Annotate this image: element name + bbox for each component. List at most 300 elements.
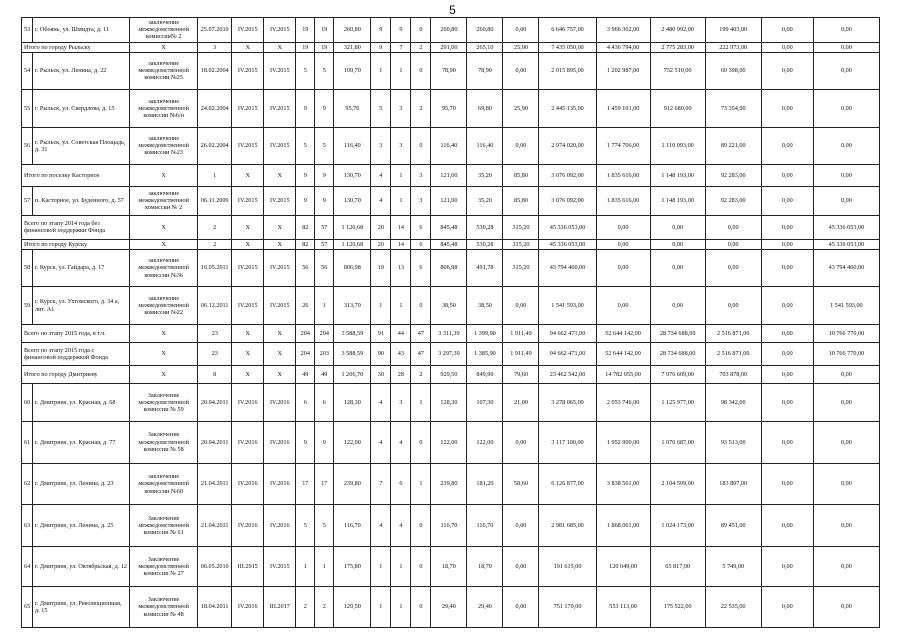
table-cell: 5 [315,505,334,547]
table-cell: IV.2015 [264,127,296,164]
table-cell: 1 [371,287,391,324]
table-cell: 38,50 [467,287,503,324]
table-cell: 58 [22,249,33,286]
table-cell: 45 336 053,00 [539,215,596,239]
table-cell: 0,00 [705,249,761,286]
table-cell: X [264,42,296,52]
table-cell: 25,90 [503,42,539,52]
table-cell: 121,00 [431,187,467,216]
table-cell: 9 [315,90,334,127]
table-cell: 116,70 [334,505,371,547]
table-cell: г. Дмитриев, ул. Красная, д. 77 [33,421,130,463]
table-cell: 0,00 [650,239,705,249]
table-cell: 47 [411,343,431,365]
table-cell: 0,00 [761,90,813,127]
table-cell: 6 [296,384,315,421]
table-cell: 2 516 871,00 [705,324,761,343]
table-cell: 06.11.2009 [198,187,232,216]
table-cell: 8 [198,365,232,384]
table-cell: 128,30 [431,384,467,421]
table-cell: 3 966 362,00 [596,18,650,43]
table-cell: 0,00 [813,505,879,547]
table-cell: 43 794 460,00 [813,249,879,286]
table-cell: 1 [198,164,232,186]
table-body [22,18,880,628]
table-cell: 183 807,00 [705,463,761,505]
table-cell: 3 838 561,00 [596,463,650,505]
table-row [22,52,880,89]
table-cell: 0,00 [705,215,761,239]
table-cell: 69,80 [467,90,503,127]
table-cell: 10 766 770,00 [813,324,879,343]
table-cell: г. Рыльск, ул. Советская Площадь, д. 31 [33,127,130,164]
table-cell: 26.02.2004 [198,127,232,164]
table-cell: 91 [371,324,391,343]
table-cell: IV.2016 [232,384,264,421]
table-cell: IV.2016 [232,587,264,628]
table-cell: 3 076 092,00 [539,187,596,216]
table-cell: 2 [411,90,431,127]
table-cell: 2 516 871,00 [705,343,761,365]
table-cell: 85,80 [503,187,539,216]
table-cell: 0,00 [761,421,813,463]
table-cell: 0,00 [813,587,879,628]
table-cell: 90 [371,343,391,365]
table-cell: г. Дмитриев, ул. Ленина, д. 25 [33,505,130,547]
table-cell: 845,48 [431,239,467,249]
table-cell: 0 [411,18,431,43]
table-cell: 175 522,00 [650,587,705,628]
table-cell: 18.02.2004 [198,52,232,89]
table-cell: 3 076 092,00 [539,164,596,186]
table-cell: 55 [22,90,33,127]
total-row [22,239,880,249]
table-cell: IV.2015 [232,90,264,127]
table-cell: 0 [411,547,431,587]
table-cell: 1 399,90 [467,324,503,343]
table-cell: 3 [371,127,391,164]
table-cell: 0,00 [503,287,539,324]
table-cell: 0,00 [503,127,539,164]
table-cell: 1 202 987,00 [596,52,650,89]
table-cell: IV.2015 [232,127,264,164]
table-cell: 57 [315,239,334,249]
table-cell: 56 [315,249,334,286]
table-cell: 2 104 509,00 [650,463,705,505]
table-cell: 19 [296,18,315,43]
table-cell: 24.02.2004 [198,90,232,127]
table-cell: г. Дмитриев, ул. Революционная, д. 15 [33,587,130,628]
table-cell: Итого по городу Курску [22,239,130,249]
table-cell: IV.2015 [232,287,264,324]
table-cell: 0,00 [813,547,879,587]
table-cell: IV.2016 [264,463,296,505]
table-cell: 2 480 992,00 [650,18,705,43]
table-cell: X [264,164,296,186]
table-cell: 0,00 [650,287,705,324]
table-cell: 121,00 [431,164,467,186]
table-cell: 93 513,00 [705,421,761,463]
table-cell: IV.2016 [232,421,264,463]
table-cell: 82 [296,239,315,249]
table-cell: III.2017 [264,587,296,628]
table-cell: 491,78 [467,249,503,286]
table-cell: 313,70 [334,287,371,324]
table-cell: 1 120,68 [334,215,371,239]
table-cell: 30 [371,365,391,384]
table-cell: 17 [315,463,334,505]
table-cell: IV.2015 [232,18,264,43]
table-cell: 5 749,00 [705,547,761,587]
table-cell: 63 [22,505,33,547]
table-cell: 122,00 [334,421,371,463]
table-cell: 191 615,00 [539,547,596,587]
table-cell: 2 [198,239,232,249]
table-cell: 291,00 [431,42,467,52]
table-cell: 2 775 283,00 [650,42,705,52]
table-cell: 4 [371,505,391,547]
table-cell: 20.04.2011 [198,384,232,421]
table-row [22,547,880,587]
table-cell: IV.2016 [264,505,296,547]
table-cell: 1 [296,547,315,587]
table-cell: 912 680,00 [650,90,705,127]
table-cell: 95,70 [334,90,371,127]
table-cell: 0,00 [503,587,539,628]
table-cell: 122,00 [431,421,467,463]
table-cell: 94 662 471,00 [539,343,596,365]
table-cell: 2 [411,42,431,52]
table-cell: 3 [411,187,431,216]
table-cell: X [232,343,264,365]
table-cell: 45 336 053,00 [813,239,879,249]
table-cell: IV.2016 [264,421,296,463]
table-cell: IV.2015 [264,249,296,286]
table-cell: 23 [198,324,232,343]
table-cell: 9 [391,18,411,43]
table-cell: 49 [315,365,334,384]
table-cell: г. Курск, ул. Ухтомского, д. 34 а, лит. А1 [33,287,130,324]
table-cell: 1 024 173,00 [650,505,705,547]
table-cell: 53 [22,18,33,43]
table-cell: г. Рыльск, ул. Ленина, д. 22 [33,52,130,89]
table-cell: 260,80 [467,18,503,43]
table-cell: 21.04.2011 [198,505,232,547]
table-cell: 78,90 [467,52,503,89]
table-cell: 9 [315,421,334,463]
table-cell: 5 [315,52,334,89]
table-cell: 0,00 [761,18,813,43]
table-cell: 315,20 [503,239,539,249]
table-cell: 25.07.2010 [198,18,232,43]
table-cell: 56 [296,249,315,286]
table-cell: 1 [391,587,411,628]
total-row [22,164,880,186]
table-cell: 806,98 [431,249,467,286]
table-cell: 19 [315,42,334,52]
table-cell: 0,00 [503,52,539,89]
table-cell: 3 [391,127,411,164]
table-cell: 3 [391,384,411,421]
table-cell: 2 [411,365,431,384]
table-cell: X [232,365,264,384]
table-cell: X [130,239,198,249]
housing-resettlement-table [21,17,880,628]
table-cell: IV.2015 [264,547,296,587]
table-cell: 3 297,39 [431,343,467,365]
table-cell: 2 [296,587,315,628]
table-cell: 14 [391,215,411,239]
table-cell: 0,00 [705,239,761,249]
total-row [22,215,880,239]
table-cell: 7 435 050,00 [539,42,596,52]
table-cell: 0 [411,287,431,324]
table-cell: 20 [371,215,391,239]
table-cell: IV.2015 [232,249,264,286]
table-cell: 129,50 [334,587,371,628]
table-cell: 0,00 [813,365,879,384]
table-cell: 1 [411,463,431,505]
table-cell: IV.2015 [264,52,296,89]
table-cell: 806,98 [334,249,371,286]
table-cell: 23 462 542,00 [539,365,596,384]
table-cell: г. Дмитриев, ул. Ленина, д. 23 [33,463,130,505]
table-cell: 2 015 895,00 [539,52,596,89]
table-cell: 4 [371,421,391,463]
table-cell: 1 120,68 [334,239,371,249]
table-cell: 6 646 757,00 [539,18,596,43]
table-cell: 0 [411,127,431,164]
table-cell: X [232,164,264,186]
table-cell: IV.2016 [264,384,296,421]
table-cell: 38,50 [431,287,467,324]
table-cell: IV.2015 [232,52,264,89]
table-cell: 116,40 [431,127,467,164]
table-cell: 18,70 [467,547,503,587]
table-cell: 9 [296,421,315,463]
table-cell: 0,00 [503,547,539,587]
table-cell: г. Дмитриев, ул. Октябрьская, д. 12 [33,547,130,587]
table-cell: X [264,324,296,343]
table-cell: X [232,324,264,343]
table-cell: 14 782 055,00 [596,365,650,384]
table-cell: 18.04.2011 [198,587,232,628]
table-cell: 116,70 [431,505,467,547]
table-cell: 0,00 [761,187,813,216]
table-cell: 222 973,00 [705,42,761,52]
table-cell: 9 [296,164,315,186]
table-cell: 9 [371,18,391,43]
table-cell: IV.2016 [232,505,264,547]
table-cell: X [130,164,198,186]
table-cell: 0,00 [761,164,813,186]
table-cell: III.2015 [232,547,264,587]
table-cell: 0,00 [761,547,813,587]
table-cell: 0,00 [596,215,650,239]
table-cell: 703 878,00 [705,365,761,384]
table-cell: 19 [296,42,315,52]
table-cell: 116,40 [467,127,503,164]
table-cell: 9 [315,187,334,216]
table-cell: 89 451,00 [705,505,761,547]
table-cell: 0,00 [650,249,705,286]
total-row [22,365,880,384]
table-cell: 0,00 [705,287,761,324]
table-cell: 92 283,00 [705,187,761,216]
table-cell: 13 [391,249,411,286]
table-cell: 0,00 [761,239,813,249]
table-cell: 52 644 142,00 [596,324,650,343]
table-cell: 18,70 [431,547,467,587]
table-cell: 43 [391,343,411,365]
table-cell: 4 [391,421,411,463]
table-cell: 2 [198,215,232,239]
table-cell: г. Рыльск, ул. Свердлова, д. 15 [33,90,130,127]
table-cell: 130,70 [334,164,371,186]
table-cell: 5 [371,90,391,127]
table-cell: IV.2015 [264,18,296,43]
table-cell: 2 981 685,00 [539,505,596,547]
table-cell: 1 835 616,00 [596,164,650,186]
table-cell: 0,00 [596,287,650,324]
table-cell: 4 436 794,00 [596,42,650,52]
table-cell: 175,80 [334,547,371,587]
table-cell: X [264,215,296,239]
table-cell: 0,00 [761,52,813,89]
table-cell: 5 [296,505,315,547]
table-cell: 204 [296,343,315,365]
table-cell: 845,48 [431,215,467,239]
table-cell: 1 385,90 [467,343,503,365]
table-cell: 3 278 065,00 [539,384,596,421]
table-cell: 10 766 770,00 [813,343,879,365]
table-row [22,587,880,628]
table-cell: 116,40 [334,127,371,164]
table-cell: 9 [315,164,334,186]
table-cell: 1 [391,547,411,587]
total-row [22,343,880,365]
table-cell: 62 [22,463,33,505]
table-cell: 181,20 [467,463,503,505]
table-cell: 752 510,00 [650,52,705,89]
table-cell: 14 [391,239,411,249]
table-cell: 3 [198,42,232,52]
table-cell: 35,20 [467,187,503,216]
table-cell: 0,00 [761,365,813,384]
table-cell: 7 [371,463,391,505]
table-cell: заключение межведомственной комиссии №60 [130,463,198,505]
table-cell: 57 [22,187,33,216]
table-cell: 1 070 687,00 [650,421,705,463]
table-row [22,463,880,505]
table-cell: 3 311,39 [431,324,467,343]
table-cell: заключение межведомственной комиссии №25 [130,52,198,89]
table-cell: 265,10 [467,42,503,52]
table-cell: 1 835 616,00 [596,187,650,216]
table-cell: 17 [296,463,315,505]
table-cell: 122,00 [467,421,503,463]
table-cell: Заключение межведомственной комиссии № 48 [130,587,198,628]
table-cell: 0,00 [503,421,539,463]
table-cell: X [264,343,296,365]
table-cell: 0,00 [761,343,813,365]
page-number: 5 [449,3,456,17]
table-cell: 1 [391,52,411,89]
table-cell: IV.2015 [232,187,264,216]
table-cell: 1 148 193,00 [650,164,705,186]
table-cell: IV.2015 [264,90,296,127]
table-cell: г. Курск, ул. Гайдара, д. 17 [33,249,130,286]
table-cell: 0,00 [596,239,650,249]
table-cell: 28 [391,365,411,384]
table-cell: X [232,215,264,239]
table-cell: 1 125 977,00 [650,384,705,421]
table-cell: Заключение межведомственной комиссии № 59 [130,384,198,421]
table-cell: X [264,239,296,249]
table-cell: заключение межведомственной комиссии № 2 [130,187,198,216]
table-cell: 60 398,00 [705,52,761,89]
table-cell: 1 774 706,00 [596,127,650,164]
table-cell: 1 [371,587,391,628]
table-cell: Всего по этапу 2014 года без финансовой поддержки Фонда [22,215,130,239]
table-cell: заключение межведомственной комиссии №22 [130,287,198,324]
table-cell: 98 342,00 [705,384,761,421]
table-cell: 20.04.2011 [198,421,232,463]
table-cell: 7 976 609,00 [650,365,705,384]
table-cell: X [232,42,264,52]
table-cell: 1 [371,52,391,89]
table-row [22,187,880,216]
table-cell: 0,00 [813,187,879,216]
table-cell: 1 459 101,00 [596,90,650,127]
table-cell: 16.05.2011 [198,249,232,286]
table-cell: 6 [315,384,334,421]
table-cell: 204 [296,324,315,343]
table-cell: 85,80 [503,164,539,186]
table-cell: 45 336 053,00 [813,215,879,239]
table-cell: 0,00 [761,42,813,52]
table-row [22,18,880,43]
table-cell: 4 [371,384,391,421]
table-cell: Итого по городу Рыльску [22,42,130,52]
table-cell: 21.04.2011 [198,463,232,505]
table-cell: 92 283,00 [705,164,761,186]
table-cell: 43 794 460,00 [539,249,596,286]
table-cell: 751 170,00 [539,587,596,628]
table-cell: 553 113,00 [596,587,650,628]
table-cell: 321,80 [334,42,371,52]
table-cell: 0,00 [650,215,705,239]
table-cell: 56 [22,127,33,164]
table-cell: 0,00 [813,127,879,164]
table-cell: 203 [315,343,334,365]
table-cell: 73 354,00 [705,90,761,127]
table-cell: 22 535,00 [705,587,761,628]
table-cell: 06.12.2011 [198,287,232,324]
table-cell: 89 221,00 [705,127,761,164]
table-cell: 49 [296,365,315,384]
table-cell: X [264,365,296,384]
table-cell: 6 [411,239,431,249]
table-cell: 530,28 [467,239,503,249]
table-cell: 2 445 135,00 [539,90,596,127]
table-cell: Всего по этапу 2015 года с финансовой поддержкой Фонда [22,343,130,365]
table-cell: 5 [296,52,315,89]
table-cell: 45 336 053,00 [539,239,596,249]
table-cell: п. Касторное, ул. Буденного, д. 57 [33,187,130,216]
table-row [22,249,880,286]
table-cell: 1 911,49 [503,343,539,365]
